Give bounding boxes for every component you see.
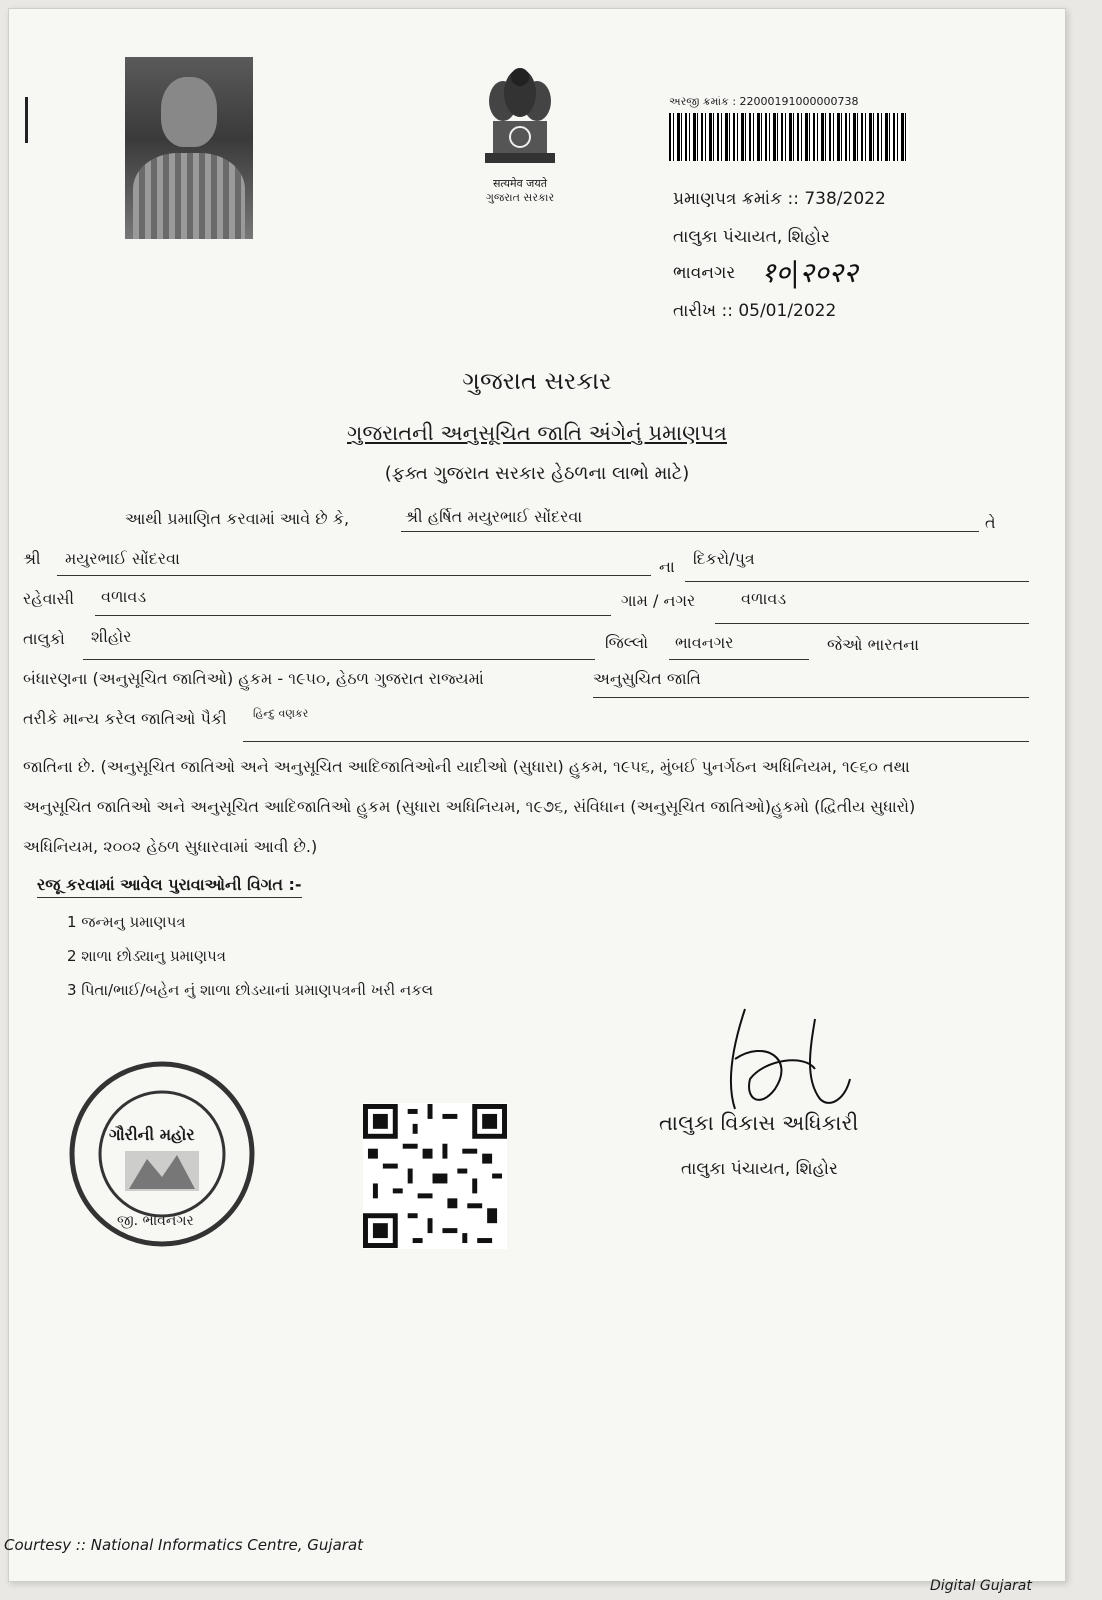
underline xyxy=(593,697,1029,698)
certificate-note: (ફક્ત ગુજરાત સરકાર હેઠળના લાભો માટે) xyxy=(384,463,690,484)
photo-head xyxy=(161,77,217,147)
applicant-photo xyxy=(125,57,253,239)
barcode xyxy=(669,113,909,161)
district-value: ભાવનગર xyxy=(675,633,734,652)
underline xyxy=(685,581,1029,582)
taluka-label: તાલુકો xyxy=(23,629,65,648)
page-title: ગુજરાત સરકાર xyxy=(462,367,612,395)
district-label: ભાવનગર xyxy=(673,263,736,283)
evidence-item: 1 જન્મનુ પ્રમાણપત્ર xyxy=(67,913,186,931)
application-number: અરજી ક્રમાંક : 22000191000000738 xyxy=(669,95,859,108)
recognized-text: તરીકે માન્ય કરેલ જાતિઓ પૈકી xyxy=(23,709,227,728)
legal-paragraph xyxy=(23,747,1053,867)
father-name: મયુરભાઈ સોંદરવા xyxy=(65,549,180,568)
underline xyxy=(83,659,595,660)
stamp-bottom-text: જી. ભાવનગર xyxy=(117,1213,194,1229)
certificate-sheet xyxy=(8,8,1066,1582)
emblem-motto: सत्यमेव जयते xyxy=(492,177,547,190)
certify-intro: આથી પ્રમાણિત કરવામાં આવે છે કે, xyxy=(125,509,350,528)
village-label: ગામ / નગર xyxy=(621,591,696,610)
evidence-item: 2 શાળા છોડ્યાનુ પ્રમાણપત્ર xyxy=(67,947,226,965)
underline xyxy=(669,659,809,660)
handwritten-number: १०|२०२२ xyxy=(761,256,858,289)
shri-label: શ્રી xyxy=(23,549,41,568)
national-emblem-icon xyxy=(465,61,575,179)
te-text: તે xyxy=(985,513,996,532)
emblem-gov: ગુજરાત સરકાર xyxy=(485,191,555,204)
footer-courtesy: Courtesy :: National Informatics Centre, Gujarat xyxy=(4,1536,364,1554)
officer-signature xyxy=(705,999,855,1129)
legal-line-1: જાતિના છે. (અનુસૂચિત જાતિઓ અને અનુસૂચિત આદિજાતિઓની યાદીઓ (સુધારા) હુકમ, ૧૯૫૬, મુંબઈ પુનર્ગઠન અધિનિયમ, ૧૯૬૦ તથા xyxy=(23,757,910,776)
district-field-label: જિલ્લો xyxy=(605,633,649,652)
issuing-office: તાલુકા પંચાયત, શિહોર xyxy=(673,227,830,247)
legal-line-3: અધિનિયમ, ૨૦૦૨ હેઠળ સુધારવામાં આવી છે.) xyxy=(23,837,318,856)
underline xyxy=(401,531,979,532)
taluka-value: શીહોર xyxy=(91,627,132,646)
underline xyxy=(243,741,1029,742)
certificate-title-text: ગુજરાતની અનુસૂચિત જાતિ અંગેનું પ્રમાણપત્ર xyxy=(347,421,727,445)
emblem-caption xyxy=(457,177,583,205)
underline xyxy=(715,623,1029,624)
village-value: વળાવડ xyxy=(741,589,787,608)
photo-body xyxy=(133,153,245,239)
underline xyxy=(57,575,651,576)
signatory-office: તાલુકા પંચાયત, શિહોર xyxy=(681,1159,838,1179)
caste-value: હિન્દુ વણકર xyxy=(253,707,309,720)
constitution-text: બંધારણના (અનુસૂચિત જાતિઓ) હુકમ - ૧૯૫૦, હેઠળ ગુજરાત રાજ્યમાં xyxy=(23,669,484,688)
margin-mark xyxy=(25,97,28,143)
qr-code xyxy=(363,1103,507,1249)
certificate-title xyxy=(9,421,1065,446)
issue-date: તારીખ :: 05/01/2022 xyxy=(673,301,837,321)
evidence-item: 3 પિતા/ભાઈ/બહેન નું શાળા છોડયાનાં પ્રમાણપત્રની ખરી નકલ xyxy=(67,981,434,999)
legal-line-2: અનુસૂચિત જાતિઓ અને અનુસૂચિત આદિજાતિઓ હુકમ (સુધારા અધિનિયમ, ૧૯૭૬, સંવિધાન (અનુસૂચિત જાતિઓ)હુકમો (દ્વિતીય સુધારો) xyxy=(23,797,916,816)
stamp-inner-text: ગૌરીની મહોર xyxy=(109,1125,195,1144)
na-text: ના xyxy=(659,557,675,576)
resident-label: રહેવાસી xyxy=(23,589,75,608)
category-value: અનુસુચિત જાતિ xyxy=(593,669,701,688)
resident-value: વળાવડ xyxy=(101,587,147,606)
india-text: જેઓ ભારતના xyxy=(827,635,920,654)
relation: દિકરો/પુત્ર xyxy=(693,549,755,568)
signatory-title: તાલુકા વિકાસ અધિકારી xyxy=(659,1111,859,1135)
underline xyxy=(95,615,611,616)
certificate-number: પ્રમાણપત્ર ક્રમાંક :: 738/2022 xyxy=(673,189,886,209)
footer-brand: Digital Gujarat xyxy=(930,1578,1032,1594)
evidence-heading: રજૂ કરવામાં આવેલ પુરાવાઓની વિગત :- xyxy=(37,875,302,898)
person-name: શ્રી હર્ષિત મયુરભાઈ સોંદરવા xyxy=(405,507,583,526)
